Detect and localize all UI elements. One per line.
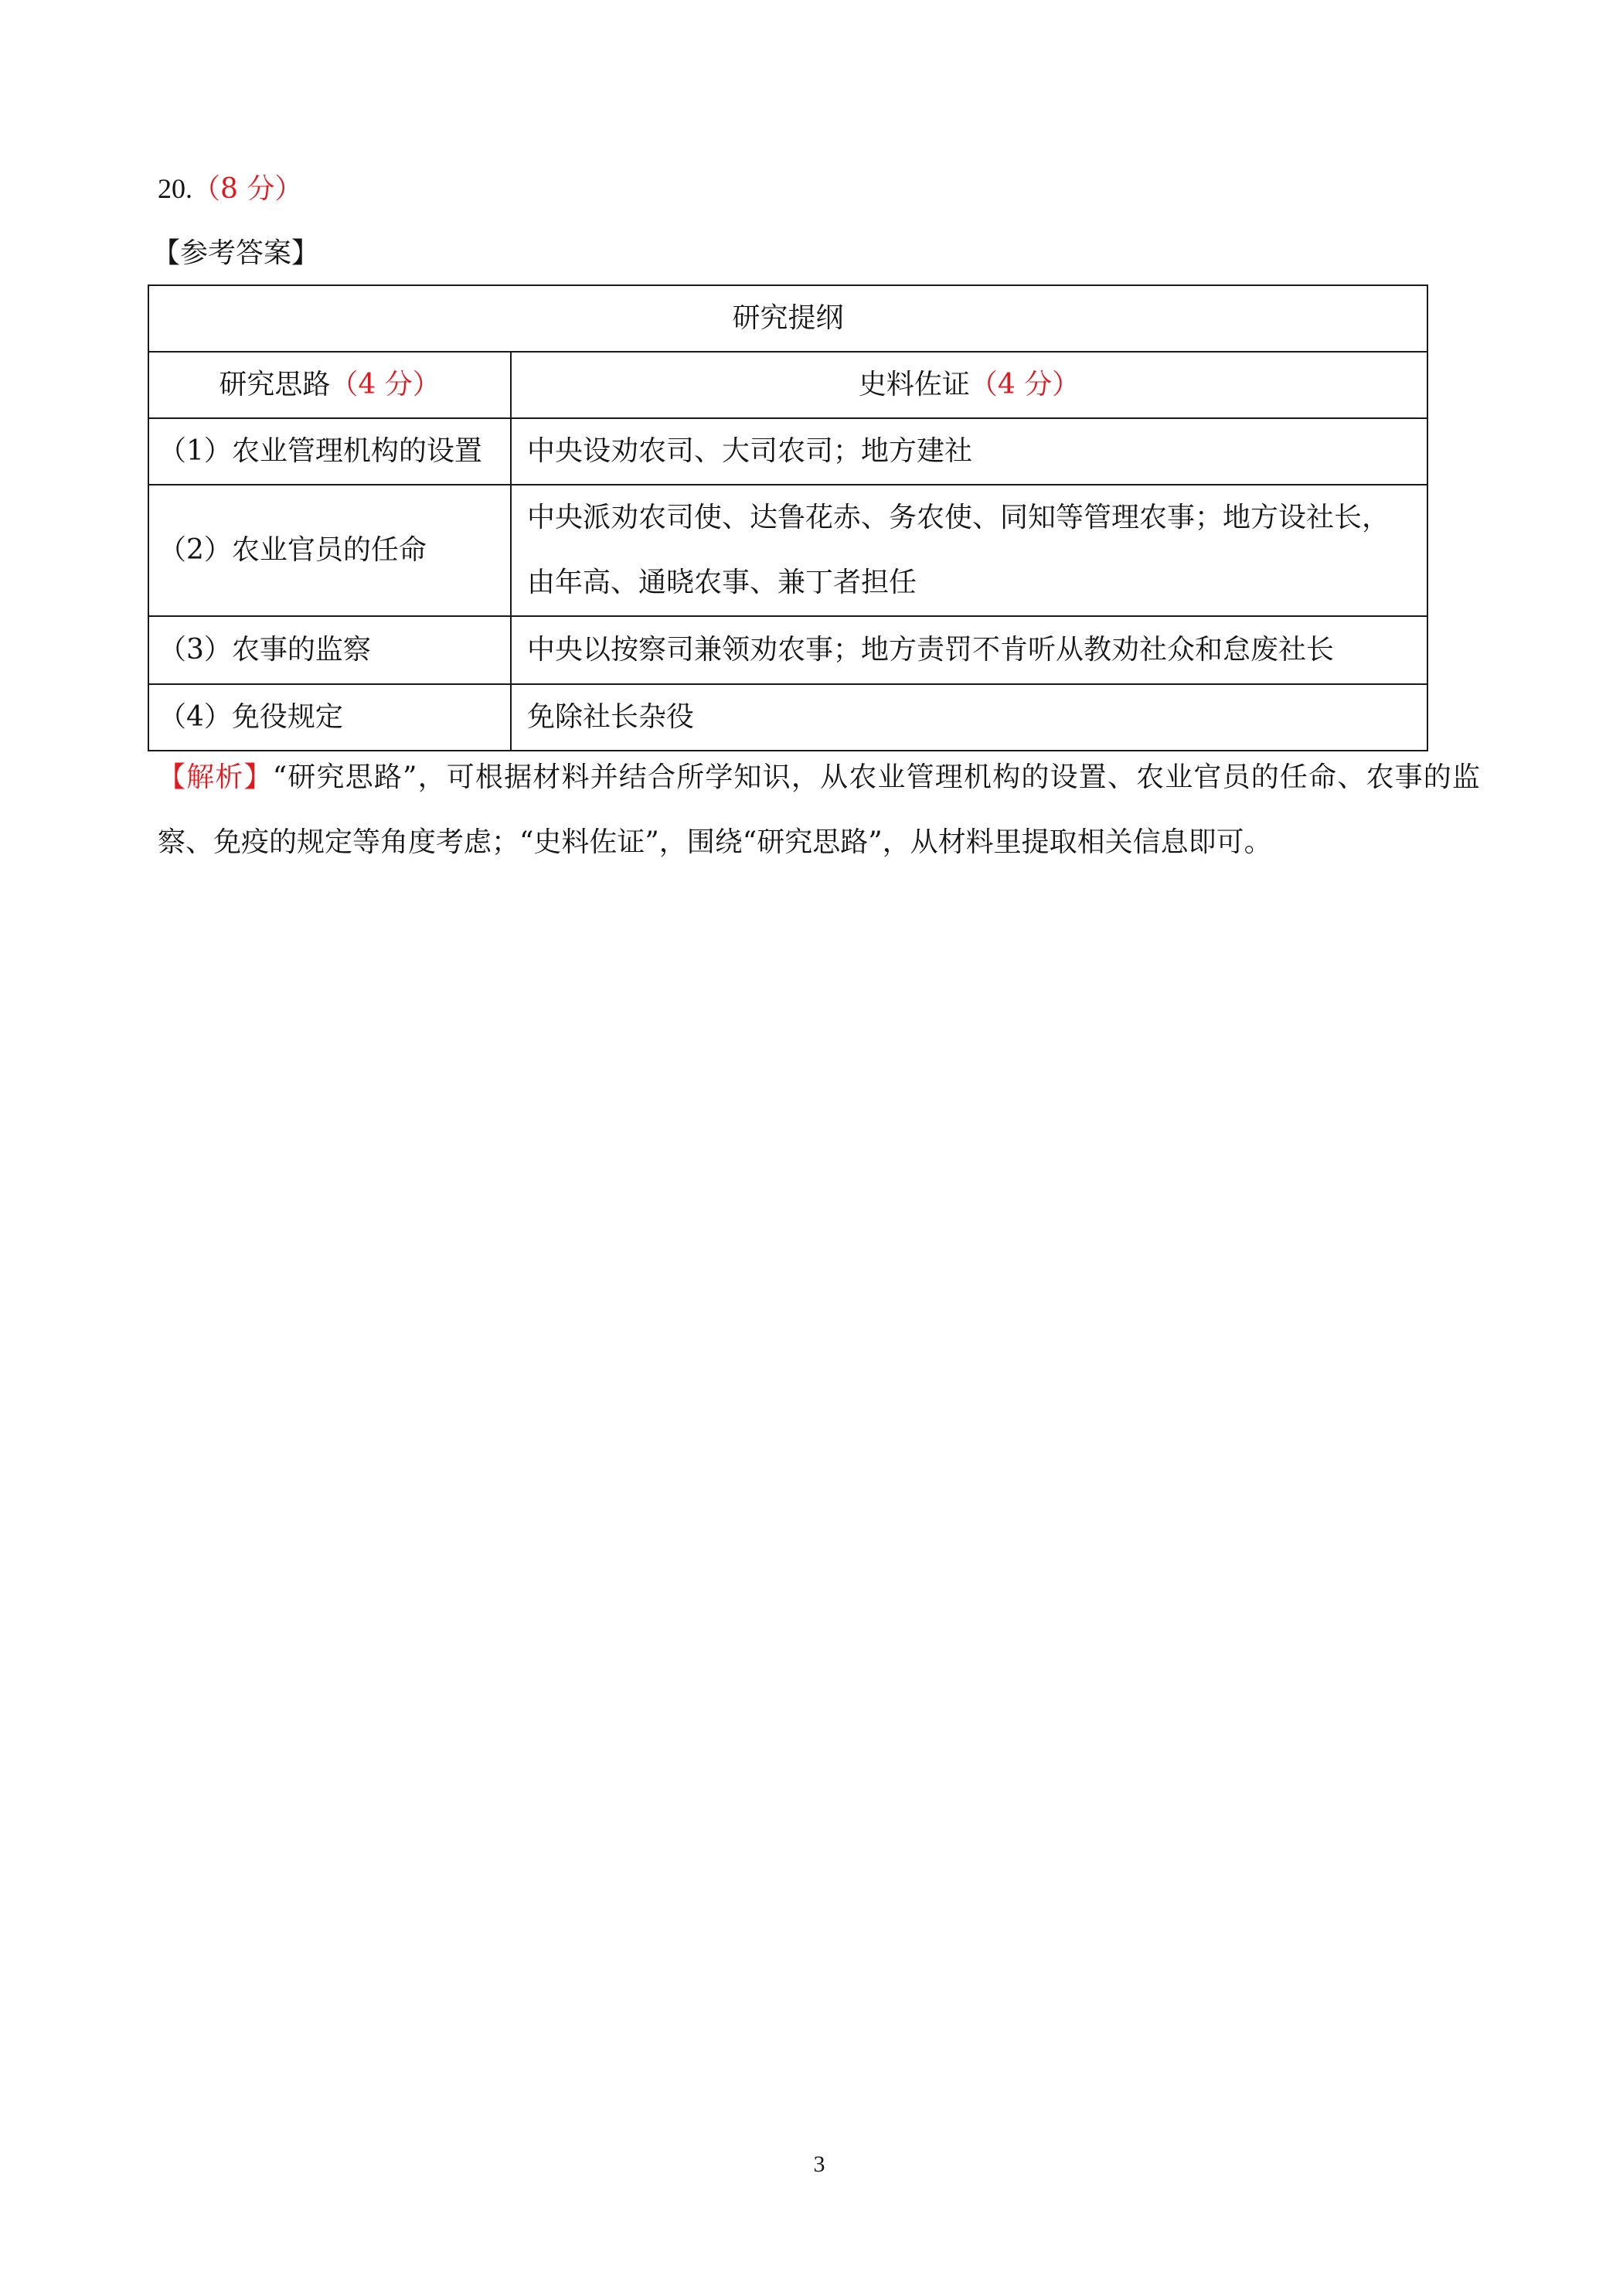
research-idea-cell: （2）农业官员的任命: [148, 485, 511, 616]
table-title-row: [148, 285, 1427, 352]
table-row: [148, 485, 1427, 616]
question-number: 20.: [158, 173, 192, 204]
header-research-idea: [148, 352, 511, 418]
header-label: 史料佐证: [858, 369, 970, 400]
page-number: 3: [813, 2151, 825, 2177]
header-label: 研究思路: [219, 369, 331, 400]
answer-heading: 【参考答案】: [152, 237, 320, 269]
table-row: [148, 418, 1427, 485]
evidence-cell: 免除社长杂役: [511, 684, 1427, 751]
header-score: （4 分）: [969, 369, 1080, 400]
table-header-row: [148, 352, 1427, 418]
evidence-cell: 中央设劝农司、大司农司；地方建社: [511, 418, 1427, 485]
research-idea-cell: （3）农事的监察: [148, 616, 511, 684]
table-title: 研究提纲: [148, 285, 1427, 352]
research-idea-cell: （4）免役规定: [148, 684, 511, 751]
header-evidence: [511, 352, 1427, 418]
evidence-cell: 中央派劝农司使、达鲁花赤、务农使、同知等管理农事；地方设社长，由年高、通晓农事、兼丁者担任: [511, 485, 1427, 616]
header-score: （4 分）: [330, 369, 441, 400]
question-header: [158, 172, 302, 206]
research-idea-cell: （1）农业管理机构的设置: [148, 418, 511, 485]
analysis-label: 【解析】: [158, 761, 273, 793]
analysis-text: “研究思路”，可根据材料并结合所学知识，从农业管理机构的设置、农业官员的任命、农事的监察、免疫的规定等角度考虑；“史料佐证”，围绕“研究思路”，从材料里提取相关信息即可。: [158, 761, 1480, 858]
table-row: [148, 684, 1427, 751]
analysis-paragraph: [158, 745, 1480, 875]
research-outline-table: [148, 284, 1428, 751]
question-score: （8 分）: [192, 173, 303, 205]
table-row: [148, 616, 1427, 684]
evidence-cell: 中央以按察司兼领劝农事；地方责罚不肯听从教劝社众和怠废社长: [511, 616, 1427, 684]
